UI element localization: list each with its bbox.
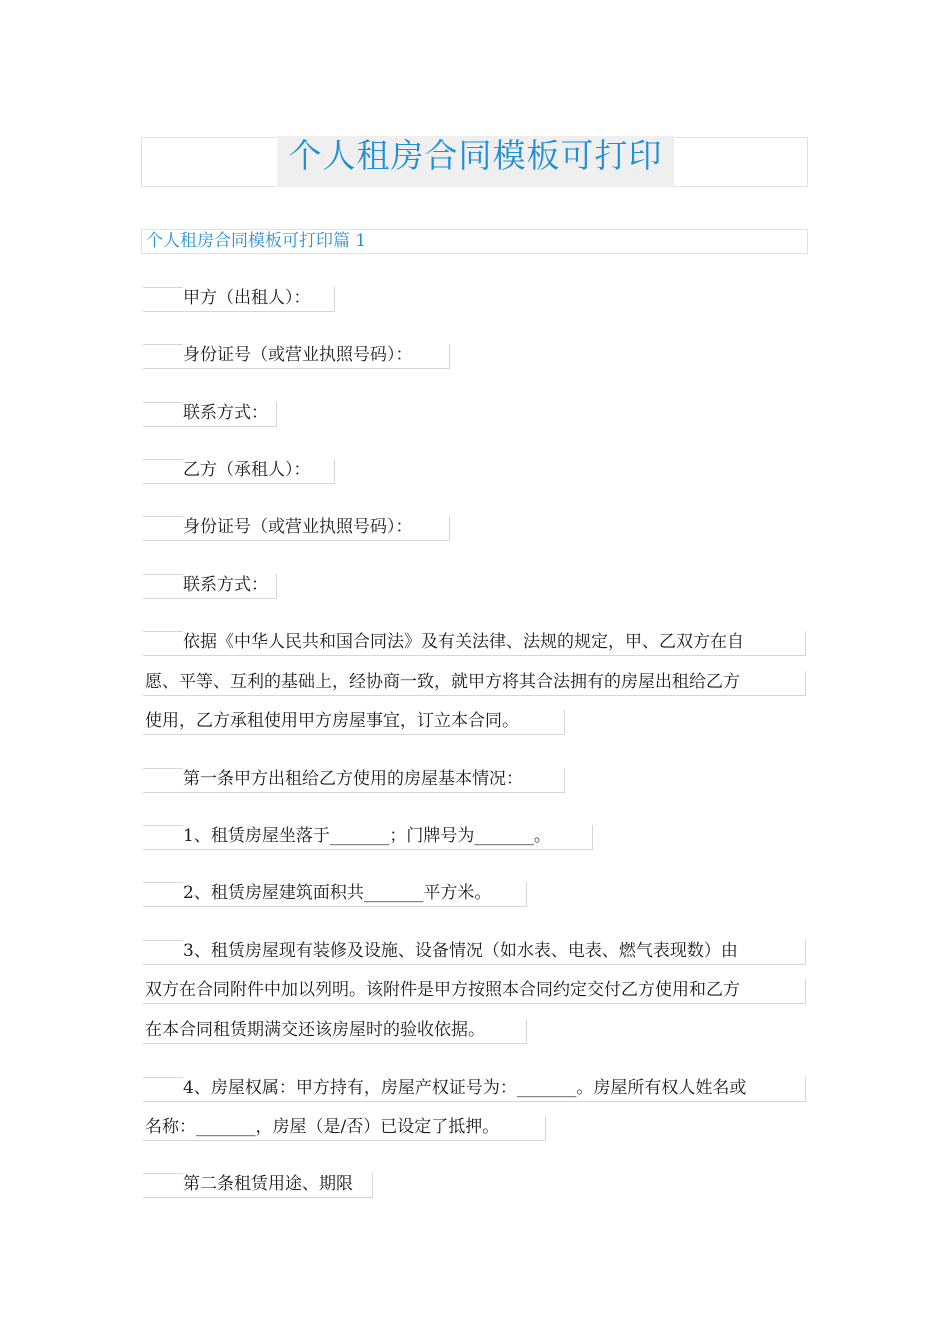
paragraph-intro-line-3: 使用，乙方承租使用甲方房屋事宜，订立本合同。 — [143, 710, 565, 735]
section-heading: 个人租房合同模板可打印篇 1 — [141, 229, 808, 254]
party-b-id-label: 身份证号（或营业执照号码）： — [143, 516, 450, 541]
article-1-item-1: 1、租赁房屋坐落于_______；门牌号为_______。 — [143, 825, 593, 850]
party-b-contact-label: 联系方式： — [143, 574, 277, 599]
party-a-id-label: 身份证号（或营业执照号码）： — [143, 344, 450, 369]
title-box — [141, 137, 808, 187]
article-1-item-4-line-1: 4、房屋权属：甲方持有，房屋产权证号为：_______。房屋所有权人姓名或 — [143, 1077, 806, 1102]
article-1-item-3-line-2: 双方在合同附件中加以列明。该附件是甲方按照本合同约定交付乙方使用和乙方 — [143, 979, 806, 1004]
paragraph-intro-line-2: 愿、平等、互利的基础上，经协商一致，就甲方将其合法拥有的房屋出租给乙方 — [143, 671, 806, 696]
article-1-item-3-line-3: 在本合同租赁期满交还该房屋时的验收依据。 — [143, 1019, 527, 1044]
party-a-label: 甲方（出租人）： — [143, 287, 335, 312]
article-1-item-2: 2、租赁房屋建筑面积共_______平方米。 — [143, 882, 527, 907]
article-1-item-4-line-2: 名称：_______，房屋（是/否）已设定了抵押。 — [143, 1116, 546, 1141]
party-b-label: 乙方（承租人）： — [143, 459, 335, 484]
article-1-heading: 第一条甲方出租给乙方使用的房屋基本情况： — [143, 768, 565, 793]
article-2-heading: 第二条租赁用途、期限 — [143, 1173, 373, 1198]
party-a-contact-label: 联系方式： — [143, 402, 277, 427]
paragraph-intro-line-1: 依据《中华人民共和国合同法》及有关法律、法规的规定，甲、乙双方在自 — [143, 631, 806, 656]
article-1-item-3-line-1: 3、租赁房屋现有装修及设施、设备情况（如水表、电表、燃气表现数）由 — [143, 940, 806, 965]
document-title: 个人租房合同模板可打印 — [277, 136, 674, 187]
